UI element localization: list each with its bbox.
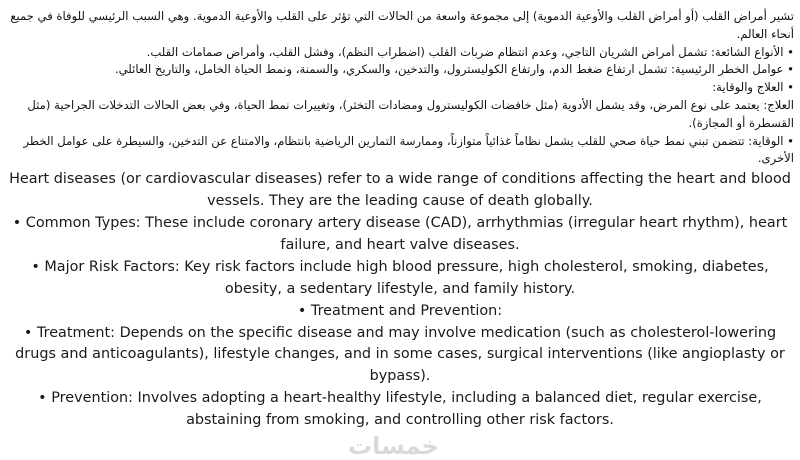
english-text-block (0, 168, 800, 432)
watermark-logo: خمسات (348, 432, 439, 460)
arabic-treatment: العلاج: يعتمد على نوع المرض، وقد يشمل الأدوية (مثل خافضات الكوليسترول ومضادات التخثر)، وتغييرات نمط الحياة، وفي بعض الحالات التدخلات الجراحية (مثل القسطرة أو المجازة). (27, 97, 794, 130)
english-treatment: • Treatment: Depends on the specific disease and may involve medication (such as cholesterol-lowering drugs and anticoagulants), lifestyle changes, and in some cases, surgical interventions (like angioplasty or bypass). (15, 324, 785, 385)
arabic-intro: تشير أمراض القلب (أو أمراض القلب والأوعية الدموية) إلى مجموعة واسعة من الحالات التي تؤثر على القلب والأوعية الدموية. وهي السبب الرئيسي للوفاة في جميع أنحاء العالم. (10, 9, 794, 41)
arabic-common-types: • الأنواع الشائعة: تشمل أمراض الشريان التاجي، وعدم انتظام ضربات القلب (اضطراب النظم)، وفشل القلب، وأمراض صمامات القلب. (146, 44, 794, 59)
english-common-types: • Common Types: These include coronary artery disease (CAD), arrhythmias (irregular heart rhythm), heart failure, and heart valve diseases. (12, 214, 788, 253)
english-treatment-heading: • Treatment and Prevention: (297, 302, 503, 319)
arabic-text-block (0, 0, 800, 168)
arabic-prevention: • الوقاية: تتضمن تبني نمط حياة صحي للقلب يشمل نظاماً غذائياً متوازناً، وممارسة التمارين الرياضية بانتظام، والامتناع عن التدخين، والسيطرة على عوامل الخطر الأخرى. (23, 133, 794, 166)
arabic-treatment-heading: • العلاج والوقاية: (712, 80, 794, 95)
arabic-risk-factors: • عوامل الخطر الرئيسية: تشمل ارتفاع ضغط الدم، وارتفاع الكوليسترول، والتدخين، والسكري، والسمنة، ونمط الحياة الخامل، والتاريخ العائلي. (114, 62, 794, 77)
english-prevention: • Prevention: Involves adopting a heart-healthy lifestyle, including a balanced diet, regular exercise, abstaining from smoking, and controlling other risk factors. (38, 390, 762, 429)
english-risk-factors: • Major Risk Factors: Key risk factors include high blood pressure, high cholesterol, smoking, diabetes, obesity, a sedentary lifestyle, and family history. (31, 258, 769, 297)
english-intro: Heart diseases (or cardiovascular diseases) refer to a wide range of conditions affecting the heart and blood vessels. They are the leading cause of death globally. (9, 171, 791, 210)
